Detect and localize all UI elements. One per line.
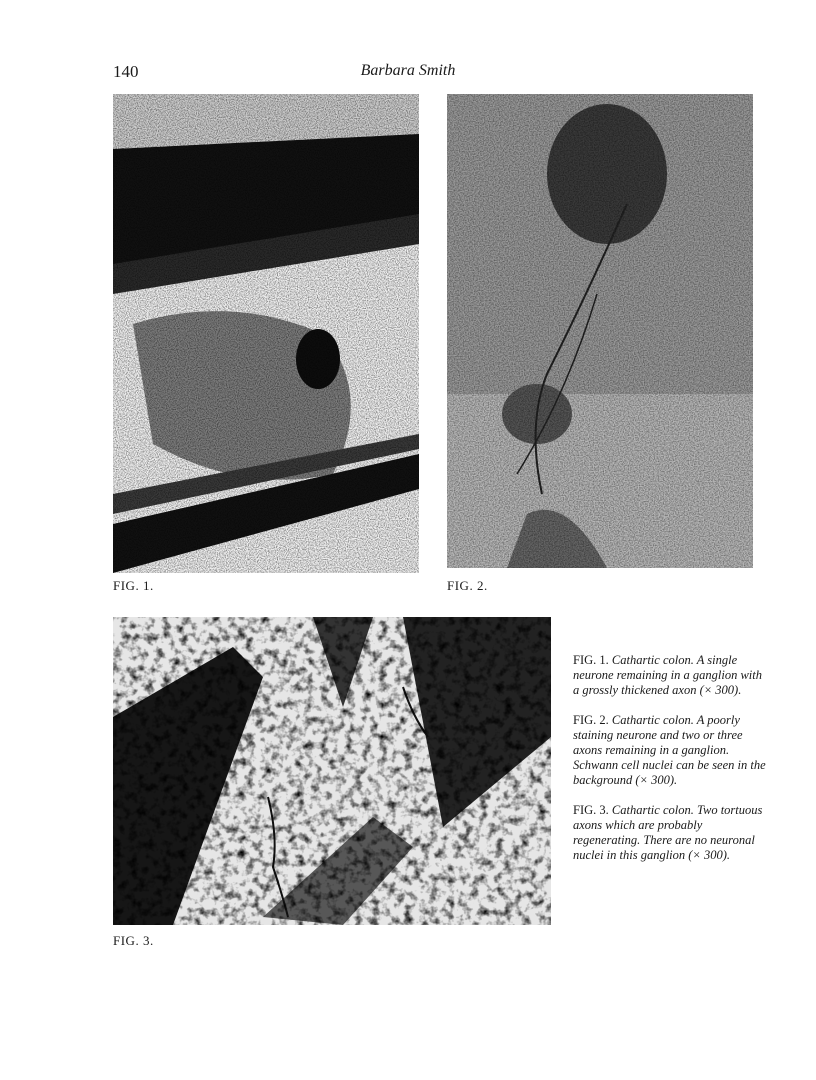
figure-3-label: FIG. 3. (113, 933, 154, 948)
page-number: 140 (113, 62, 139, 81)
figure-2-micrograph (447, 94, 753, 568)
figure-1-label: FIG. 1. (113, 578, 154, 593)
figure-2-label: FIG. 2. (447, 578, 488, 593)
figure-1-micrograph (113, 94, 419, 573)
figure-captions (573, 653, 769, 878)
running-head: Barbara Smith (360, 62, 456, 79)
figure-3-micrograph (113, 617, 551, 925)
caption-fig-1: FIG. 1. Cathartic colon. A single neurone remaining in a ganglion with a grossly thickened axon (× 300). (573, 653, 762, 697)
caption-fig-2: FIG. 2. Cathartic colon. A poorly staining neurone and two or three axons remaining in a ganglion. Schwann cell nuclei can be seen in the background (× 300). (573, 713, 766, 787)
caption-fig-3: FIG. 3. Cathartic colon. Two tortuous axons which are probably regenerating. There are no neuronal nuclei in this ganglion (× 300). (573, 803, 763, 862)
